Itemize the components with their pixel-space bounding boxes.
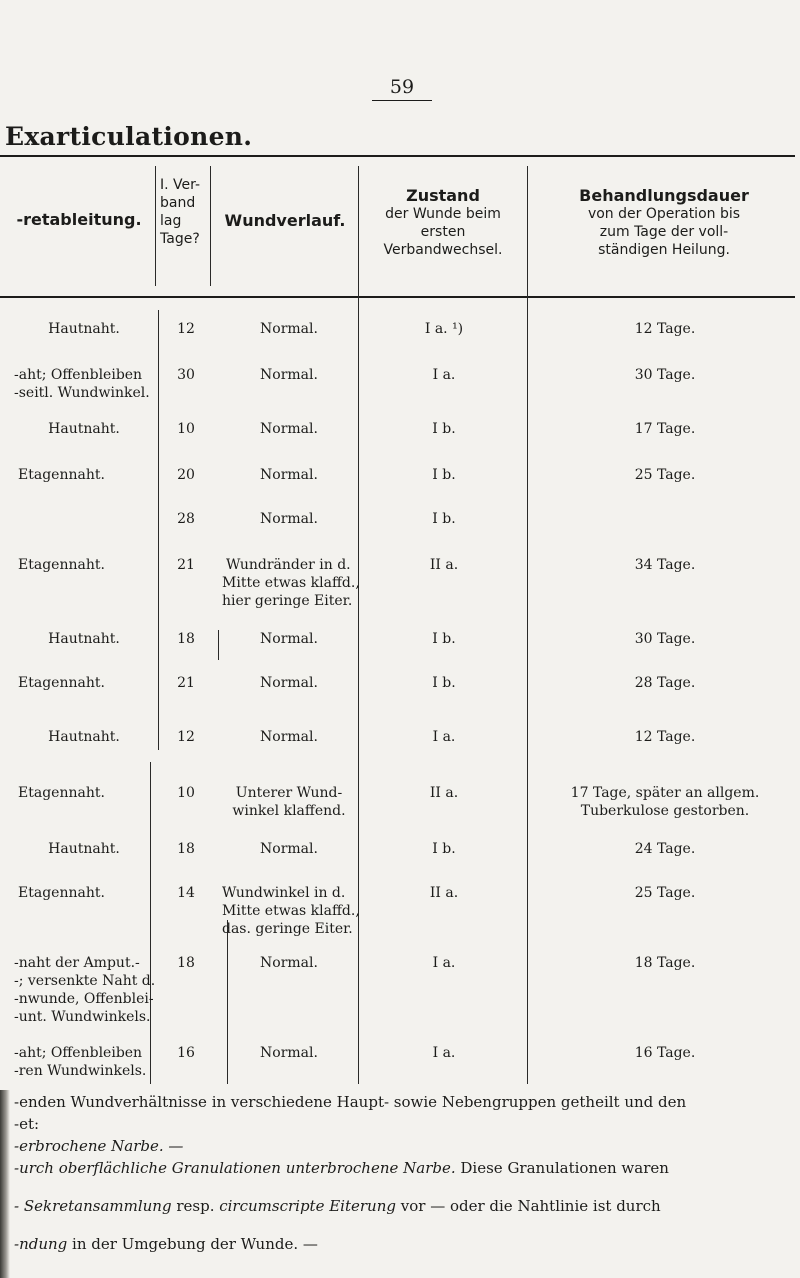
page-binding-edge xyxy=(0,1090,10,1278)
behandlungsdauer-cell: 16 Tage. xyxy=(634,1045,696,1061)
naht-cell: -aht; Offenbleiben xyxy=(14,1045,143,1061)
column-header-line: der Wunde beim xyxy=(385,206,501,222)
behandlungsdauer-cell: Tuberkulose gestorben. xyxy=(580,803,750,819)
behandlungsdauer-cell: 12 Tage. xyxy=(634,729,696,745)
column-header-line: von der Operation bis xyxy=(587,206,741,222)
behandlungsdauer-cell: 30 Tage. xyxy=(634,367,696,383)
column-divider xyxy=(150,762,151,1084)
column-header-verband xyxy=(160,176,210,248)
behandlungsdauer-cell: 30 Tage. xyxy=(634,631,696,647)
naht-cell: Etagennaht. xyxy=(18,467,105,483)
verband-tage-cell: 14 xyxy=(177,885,195,901)
wundverlauf-cell: Normal. xyxy=(260,675,318,691)
paragraph-line xyxy=(14,1092,686,1112)
verband-tage-cell: 12 xyxy=(177,729,195,745)
naht-cell: Hautnaht. xyxy=(48,841,120,857)
zustand-cell: II a. xyxy=(429,785,459,801)
column-header-line: zum Tage der voll- xyxy=(599,224,729,240)
zustand-cell: I b. xyxy=(432,511,456,527)
naht-cell: Etagennaht. xyxy=(18,675,105,691)
naht-cell: Hautnaht. xyxy=(48,631,120,647)
wundverlauf-cell: Normal. xyxy=(260,421,318,437)
column-header-naht xyxy=(4,211,154,229)
zustand-cell: I a. xyxy=(432,1045,456,1061)
table-top-rule xyxy=(0,155,795,157)
zustand-cell: I b. xyxy=(432,841,456,857)
naht-cell: Hautnaht. xyxy=(48,421,120,437)
zustand-cell: II a. xyxy=(429,557,459,573)
paragraph-italic: -ndung xyxy=(14,1235,68,1253)
column-header-behandlungsdauer xyxy=(530,187,798,259)
column-header-line: Tage? xyxy=(160,231,200,247)
wundverlauf-cell: Wundränder in d. xyxy=(226,557,351,573)
zustand-cell: I b. xyxy=(432,421,456,437)
behandlungsdauer-cell: 17 Tage. xyxy=(634,421,696,437)
column-divider xyxy=(155,166,156,286)
column-header-line: band xyxy=(160,195,196,211)
behandlungsdauer-cell: 17 Tage, später an allgem. xyxy=(570,785,760,801)
naht-cell: Etagennaht. xyxy=(18,557,105,573)
zustand-cell: I b. xyxy=(432,467,456,483)
paragraph-text: in der Umgebung der Wunde. — xyxy=(67,1235,318,1253)
paragraph-line xyxy=(14,1114,39,1134)
column-divider xyxy=(210,166,211,286)
wundverlauf-cell: Normal. xyxy=(260,729,318,745)
verband-tage-cell: 18 xyxy=(177,841,195,857)
verband-tage-cell: 10 xyxy=(177,785,195,801)
wundverlauf-cell: Normal. xyxy=(260,367,318,383)
page-number: 59 xyxy=(389,76,415,98)
zustand-cell: I b. xyxy=(432,675,456,691)
zustand-cell: I a. xyxy=(432,367,456,383)
column-header-line: ersten xyxy=(420,224,466,240)
naht-cell: -ren Wundwinkels. xyxy=(14,1063,147,1079)
zustand-cell: II a. xyxy=(429,885,459,901)
verband-tage-cell: 12 xyxy=(177,321,195,337)
wundverlauf-cell: Normal. xyxy=(260,1045,318,1061)
paragraph-text: resp. xyxy=(171,1197,220,1215)
wundverlauf-cell: das. geringe Eiter. xyxy=(222,921,353,937)
column-header-line: Wundverlauf. xyxy=(224,211,346,230)
wundverlauf-cell: winkel klaffend. xyxy=(232,803,346,819)
paragraph-line xyxy=(14,1234,318,1254)
wundverlauf-cell: Normal. xyxy=(260,631,318,647)
behandlungsdauer-cell: 25 Tage. xyxy=(634,467,696,483)
zustand-cell: I a. xyxy=(432,729,456,745)
behandlungsdauer-cell: 34 Tage. xyxy=(634,557,696,573)
naht-cell: Hautnaht. xyxy=(48,321,120,337)
paragraph-line xyxy=(14,1136,183,1156)
paragraph-text: -et: xyxy=(14,1115,40,1133)
column-divider xyxy=(358,166,359,1084)
verband-tage-cell: 21 xyxy=(177,675,195,691)
table-header-rule xyxy=(0,296,795,298)
column-header-wundverlauf xyxy=(212,212,358,230)
column-header-line: lag xyxy=(160,213,182,229)
zustand-cell: I a. xyxy=(432,955,456,971)
paragraph-italic: -erbrochene Narbe. — xyxy=(14,1137,184,1155)
naht-cell: -; versenkte Naht d. xyxy=(14,973,156,989)
wundverlauf-cell: Wundwinkel in d. xyxy=(222,885,346,901)
zustand-cell: I a. ¹) xyxy=(424,321,464,337)
verband-tage-cell: 10 xyxy=(177,421,195,437)
page-number-underline xyxy=(372,100,432,101)
paragraph-text: Diese Granulationen waren xyxy=(455,1159,669,1177)
column-header-line: I. Ver- xyxy=(160,177,201,193)
verband-tage-cell: 21 xyxy=(177,557,195,573)
verband-tage-cell: 28 xyxy=(177,511,195,527)
naht-cell: Hautnaht. xyxy=(48,729,120,745)
behandlungsdauer-cell: 24 Tage. xyxy=(634,841,696,857)
behandlungsdauer-cell: 12 Tage. xyxy=(634,321,696,337)
wundverlauf-cell: Normal. xyxy=(260,511,318,527)
column-header-line: Behandlungsdauer xyxy=(579,186,749,205)
verband-tage-cell: 18 xyxy=(177,955,195,971)
wundverlauf-cell: Normal. xyxy=(260,841,318,857)
paragraph-line xyxy=(14,1196,661,1216)
paragraph-text: vor — oder die Nahtlinie ist durch xyxy=(395,1197,661,1215)
paragraph-italic: -urch oberflächliche Granulationen unterbrochene Narbe. xyxy=(14,1159,456,1177)
zustand-cell: I b. xyxy=(432,631,456,647)
paragraph-line xyxy=(14,1158,669,1178)
wundverlauf-cell: Normal. xyxy=(260,321,318,337)
verband-tage-cell: 20 xyxy=(177,467,195,483)
column-header-line: ständigen Heilung. xyxy=(598,242,730,258)
wundverlauf-cell: Normal. xyxy=(260,955,318,971)
column-header-line: Zustand xyxy=(406,186,480,205)
column-divider xyxy=(158,310,159,750)
column-header-line: Verbandwechsel. xyxy=(383,242,503,258)
naht-cell: -aht; Offenbleiben xyxy=(14,367,143,383)
naht-cell: Etagennaht. xyxy=(18,885,105,901)
naht-cell: -naht der Amput.- xyxy=(14,955,140,971)
naht-cell: -seitl. Wundwinkel. xyxy=(14,385,150,401)
naht-cell: Etagennaht. xyxy=(18,785,105,801)
paragraph-italic: circumscripte Eiterung xyxy=(219,1197,396,1215)
section-heading: Exarticulationen. xyxy=(5,122,253,151)
column-header-line: -retableitung. xyxy=(16,210,142,229)
wundverlauf-cell: hier geringe Eiter. xyxy=(222,593,353,609)
verband-tage-cell: 30 xyxy=(177,367,195,383)
column-divider xyxy=(527,166,528,1084)
column-header-zustand xyxy=(360,187,526,259)
paragraph-text: -enden Wundverhältnisse in verschiedene Haupt- sowie Nebengruppen getheilt und den xyxy=(14,1093,687,1111)
wundverlauf-cell: Unterer Wund- xyxy=(235,785,343,801)
naht-cell: -unt. Wundwinkels. xyxy=(14,1009,151,1025)
verband-tage-cell: 18 xyxy=(177,631,195,647)
wundverlauf-cell: Mitte etwas klaffd., xyxy=(222,903,360,919)
wundverlauf-cell: Mitte etwas klaffd., xyxy=(222,575,360,591)
paragraph-italic: - Sekretansammlung xyxy=(14,1197,172,1215)
naht-cell: -nwunde, Offenblei- xyxy=(14,991,154,1007)
behandlungsdauer-cell: 28 Tage. xyxy=(634,675,696,691)
verband-tage-cell: 16 xyxy=(177,1045,195,1061)
wundverlauf-cell: Normal. xyxy=(260,467,318,483)
behandlungsdauer-cell: 25 Tage. xyxy=(634,885,696,901)
behandlungsdauer-cell: 18 Tage. xyxy=(634,955,696,971)
